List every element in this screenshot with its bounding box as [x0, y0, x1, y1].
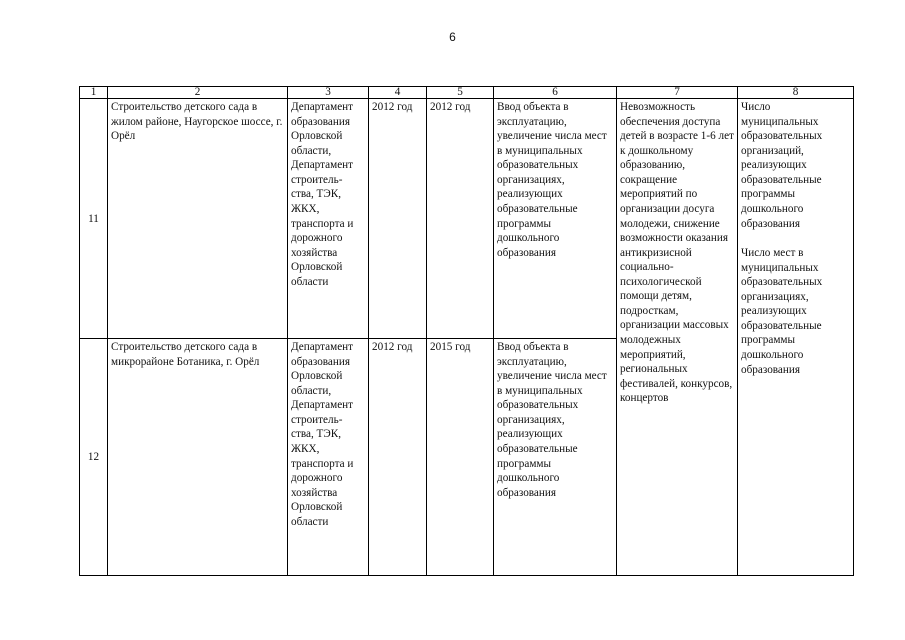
column-header: 8 — [738, 87, 854, 99]
page-number: 6 — [449, 30, 456, 44]
indicator-item: Число муниципальных образовательных организаций, реализующих образовательные программы дошкольного образования — [741, 101, 823, 230]
start-year-cell: 2012 год — [369, 99, 427, 339]
consequences-cell: Невозможность обеспечения доступа детей в возрасте 1-6 лет к дошкольному образованию, сокращение мероприятий по организации досуга молодежи, снижение возможности оказания антикризисной социально-психологической помощи детям, подросткам, организации массовых молодежных мероприятий, региональных фестивалей, конкурсов, концертов — [617, 99, 738, 576]
end-year-cell: 2015 год — [427, 339, 494, 576]
column-header: 4 — [369, 87, 427, 99]
executor-cell: Департамент образования Орловской области, Департамент строитель-ства, ТЭК, ЖКХ, транспорта и дорожного хозяйства Орловской области — [288, 339, 369, 576]
column-header: 3 — [288, 87, 369, 99]
end-year-cell: 2012 год — [427, 99, 494, 339]
indicators-cell — [738, 99, 854, 576]
column-header: 2 — [108, 87, 288, 99]
measures-table — [79, 86, 854, 576]
column-header: 5 — [427, 87, 494, 99]
column-number-row — [80, 87, 854, 99]
column-header: 7 — [617, 87, 738, 99]
row-number: 12 — [80, 339, 108, 576]
result-cell: Ввод объекта в эксплуатацию, увеличение числа мест в муниципальных образовательных организациях, реализующих образовательные программы дошкольного образования — [494, 339, 617, 576]
column-header: 6 — [494, 87, 617, 99]
result-cell: Ввод объекта в эксплуатацию, увеличение числа мест в муниципальных образовательных организациях, реализующих образовательные программы дошкольного образования — [494, 99, 617, 339]
indicator-item: Число мест в муниципальных образовательных организациях, реализующих образовательные программы дошкольного образования — [741, 247, 823, 376]
column-header: 1 — [80, 87, 108, 99]
table-row — [80, 99, 854, 339]
indicator-spacer — [741, 231, 850, 246]
object-cell: Строительство детского сада в жилом районе, Наугорское шоссе, г. Орёл — [108, 99, 288, 339]
object-cell: Строительство детского сада в микрорайоне Ботаника, г. Орёл — [108, 339, 288, 576]
row-number: 11 — [80, 99, 108, 339]
start-year-cell: 2012 год — [369, 339, 427, 576]
executor-cell: Департамент образования Орловской области, Департамент строитель-ства, ТЭК, ЖКХ, транспорта и дорожного хозяйства Орловской области — [288, 99, 369, 339]
